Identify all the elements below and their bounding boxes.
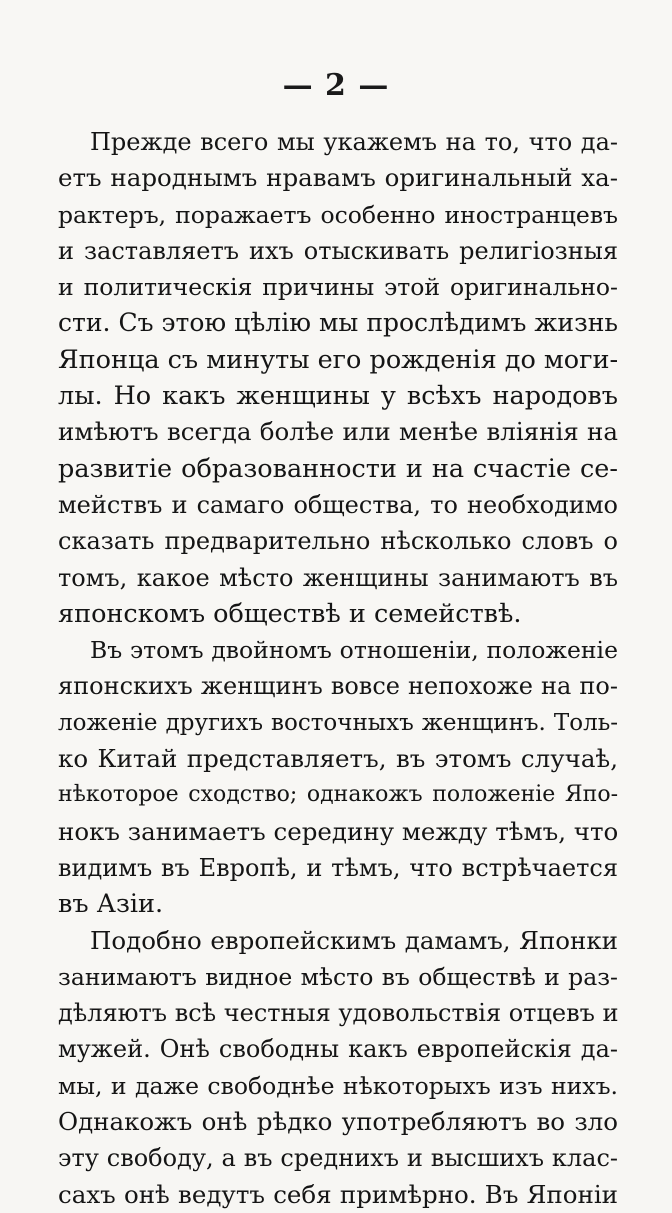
text-line: дѣляютъ всѣ честныя удовольствiя отцевъ и (58, 999, 619, 1028)
text-line: занимаютъ видное мѣсто въ обществѣ и раз- (58, 962, 618, 991)
text-line: Японца съ минуты его рожденiя до моги- (58, 344, 619, 375)
text-line: и заставляетъ ихъ отыскивать религiозныя (58, 236, 618, 265)
text-line: нокъ занимаетъ середину между тѣмъ, что (58, 816, 619, 846)
text-line: сти. Съ этою цѣлiю мы прослѣдимъ жизнь (58, 308, 618, 338)
text-line: сказать предварительно нѣсколько словъ о (58, 527, 618, 556)
page-number: — 2 — (282, 68, 390, 103)
text-line: и политическiя причины этой оригинально- (58, 273, 618, 302)
text-line: Однакожъ онѣ рѣдко употребляютъ во зло (58, 1107, 618, 1137)
text-line: ко Китай представляетъ, въ этомъ случаѣ, (58, 744, 618, 774)
text-line: эту свободу, а въ среднихъ и высшихъ клас- (58, 1144, 618, 1173)
text-line: японскомъ обществѣ и семействѣ. (58, 598, 522, 629)
text-line: развитiе образованности и на счастiе се- (58, 453, 618, 484)
text-line: Въ этомъ двойномъ отношенiи, положенiе (90, 636, 618, 665)
text-line: японскихъ женщинъ вовсе непохоже на по- (58, 672, 618, 701)
text-line: томъ, какое мѣсто женщины занимаютъ въ (58, 563, 618, 592)
text-line: мы, и даже свободнѣе нѣкоторыхъ изъ нихъ. (58, 1071, 618, 1100)
text-line: нѣкоторое сходство; однакожъ положенiе Япо- (58, 782, 618, 808)
text-line: видимъ въ Европѣ, и тѣмъ, что встрѣчается (58, 853, 618, 882)
text-line: Прежде всего мы укажемъ на то, что да- (90, 128, 618, 156)
text-line: рактеръ, поражаетъ особенно иностранцевъ (58, 200, 618, 229)
text-line: сахъ онѣ ведутъ себя примѣрно. Въ Японiи (58, 1179, 618, 1209)
text-line: ложенiе другихъ восточныхъ женщинъ. Толь- (58, 709, 618, 736)
text-line: етъ народнымъ нравамъ оригинальный ха- (58, 163, 618, 193)
text-line: лы. Но какъ женщины у всѣхъ народовъ (58, 381, 618, 412)
text-line: въ Азiи. (58, 889, 164, 920)
body-text (58, 124, 618, 1213)
text-line: имѣютъ всегда болѣе или менѣе влiянiя на (58, 417, 618, 447)
text-line: Подобно европейскимъ дамамъ, Японки (90, 925, 618, 955)
text-line: мужей. Онѣ свободны какъ европейскiя да- (58, 1035, 618, 1064)
text-line: мействъ и самаго общества, то необходимо (58, 490, 618, 519)
